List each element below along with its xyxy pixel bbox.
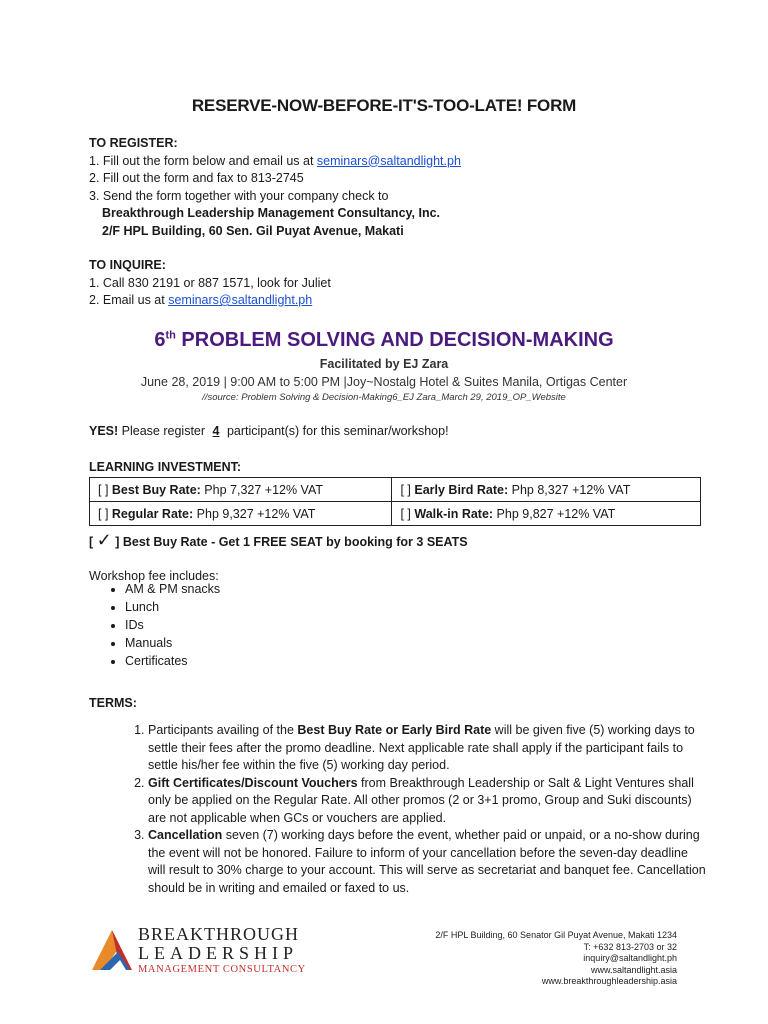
rate-label: Regular Rate: xyxy=(111,506,194,521)
facilitator: Facilitated by EJ Zara xyxy=(319,357,449,371)
register-step-1-text: 1. Fill out the form below and email us at xyxy=(89,153,317,168)
logo-line-3: MANAGEMENT CONSULTANCY xyxy=(138,964,306,975)
company-address: 2/F HPL Building, 60 Sen. Gil Puyat Avenue, Makati xyxy=(102,223,404,238)
list-item: • Lunch xyxy=(125,598,220,616)
event-title xyxy=(0,329,768,352)
term-text: from Breakthrough Leadership or Salt & Light Ventures shall only be applied on the Regular Rate. All other promos (2 or 3+1 promo, Group and Suki discounts) are not applicable when GCs or vouchers are applied. xyxy=(148,775,694,825)
form-title: RESERVE-NOW-BEFORE-IT'S-TOO-LATE! FORM xyxy=(191,96,577,115)
term-bold: Gift Certificates/Discount Vouchers xyxy=(148,775,358,790)
investment-heading: LEARNING INVESTMENT: xyxy=(89,460,242,474)
term-item-cancellation xyxy=(148,827,708,897)
checkbox[interactable]: [ ] xyxy=(98,482,112,497)
contact-email[interactable]: inquiry@saltandlight.ph xyxy=(583,953,677,963)
logo-line-2: LEADERSHIP xyxy=(138,943,299,963)
checkbox[interactable]: [ ] xyxy=(98,506,112,521)
inquire-section xyxy=(89,257,331,310)
fee-list xyxy=(103,580,220,670)
term-text: will be given five (5) working days to settle their fees after the promo deadline. Next applicable rate shall apply if the participant fails to settle his/her fee within the five (5) working day period. xyxy=(148,723,695,772)
rate-option-regular[interactable] xyxy=(90,502,392,526)
registration-text-after: participant(s) for this seminar/workshop! xyxy=(223,424,449,438)
event-schedule: June 28, 2019 | 9:00 AM to 5:00 PM |Joy~Nostalg Hotel & Suites Manila, Ortigas Center xyxy=(140,375,628,389)
rate-label: Best Buy Rate: xyxy=(111,482,201,497)
checkbox[interactable]: [ ] xyxy=(400,482,415,497)
participant-count-field[interactable]: 4 xyxy=(212,424,220,438)
promo-text: ] Best Buy Rate - Get 1 FREE SEAT by booking for 3 SEATS xyxy=(111,535,468,549)
event-name: PROBLEM SOLVING AND DECISION-MAKING xyxy=(175,329,614,351)
register-section xyxy=(89,135,461,240)
footer-contact xyxy=(435,930,677,988)
register-email-link[interactable]: seminars@saltandlight.ph xyxy=(316,153,461,168)
contact-phone: T: +632 813-2703 or 32 xyxy=(583,941,677,952)
fee-heading: Workshop fee includes: xyxy=(89,569,219,583)
rate-option-walk-in[interactable] xyxy=(392,502,701,526)
list-item: • IDs xyxy=(125,616,220,634)
term-item-vouchers xyxy=(148,775,708,828)
term-bold: Best Buy Rate or Early Bird Rate xyxy=(297,723,492,737)
rate-price: Php 9,827 +12% VAT xyxy=(493,506,616,521)
term-text: seven (7) working days before the event, whether paid or unpaid, or a no-show during the event will not be honored. Failure to inform of your cancellation before the seven-day deadline will result to 30% charge to your account. This will serve as secretariat and banquet fee. Cancellation should be in writing and emailed or faxed to us. xyxy=(148,828,706,895)
source-note: //source: Problem Solving & Decision-Making6_EJ Zara_March 29, 2019_OP_Website xyxy=(202,392,566,403)
checkmark-icon[interactable]: ✓ xyxy=(96,530,112,550)
rate-price: Php 7,327 +12% VAT xyxy=(200,482,324,497)
logo-line-1: BREAKTHROUGH xyxy=(138,924,300,944)
yes-label: YES! xyxy=(89,424,119,438)
inquire-email-link[interactable]: seminars@saltandlight.ph xyxy=(168,293,313,307)
register-heading: TO REGISTER: xyxy=(89,136,178,150)
registration-line xyxy=(89,424,449,438)
promo-open-bracket: [ xyxy=(89,535,97,549)
list-item: • Certificates xyxy=(125,652,220,670)
rate-option-best-buy[interactable] xyxy=(90,478,392,502)
inquire-step-2-text: 2. Email us at xyxy=(89,293,169,307)
terms-heading: TERMS: xyxy=(89,696,137,710)
register-step-3: 3. Send the form together with your company check to xyxy=(89,188,389,203)
term-text: Participants availing of the xyxy=(148,723,298,737)
list-item: • AM & PM snacks xyxy=(125,580,220,598)
event-ordinal: 6 xyxy=(154,329,166,351)
rate-price: Php 8,327 +12% VAT xyxy=(508,482,631,497)
list-item: • Manuals xyxy=(125,634,220,652)
register-step-2: 2. Fill out the form and fax to 813-2745 xyxy=(89,171,304,185)
table-row xyxy=(90,502,701,526)
checkbox[interactable]: [ ] xyxy=(400,506,415,521)
rate-label: Early Bird Rate: xyxy=(414,482,509,497)
rates-table xyxy=(89,477,701,526)
contact-address: 2/F HPL Building, 60 Senator Gil Puyat Avenue, Makati 1234 xyxy=(435,930,677,940)
inquire-heading: TO INQUIRE: xyxy=(89,258,166,272)
contact-website-2[interactable]: www.breakthroughleadership.asia xyxy=(541,976,677,986)
contact-website-1[interactable]: www.saltandlight.asia xyxy=(590,964,677,975)
register-step-1 xyxy=(89,153,461,171)
best-buy-promo-option[interactable] xyxy=(89,530,468,551)
rate-option-early-bird[interactable] xyxy=(392,478,701,502)
term-bold: Cancellation xyxy=(148,828,223,842)
event-ordinal-suffix: th xyxy=(165,329,176,342)
rate-price: Php 9,327 +12% VAT xyxy=(193,506,316,521)
terms-list xyxy=(128,722,708,897)
term-item-payment xyxy=(148,722,708,775)
inquire-step-1: 1. Call 830 2191 or 887 1571, look for Juliet xyxy=(89,275,331,290)
registration-text-before: Please register xyxy=(118,424,209,438)
table-row xyxy=(90,478,701,502)
logo-wordmark xyxy=(138,925,306,976)
inquire-step-2 xyxy=(89,292,331,310)
rate-label: Walk-in Rate: xyxy=(414,506,494,521)
company-name: Breakthrough Leadership Management Consultancy, Inc. xyxy=(102,206,441,220)
